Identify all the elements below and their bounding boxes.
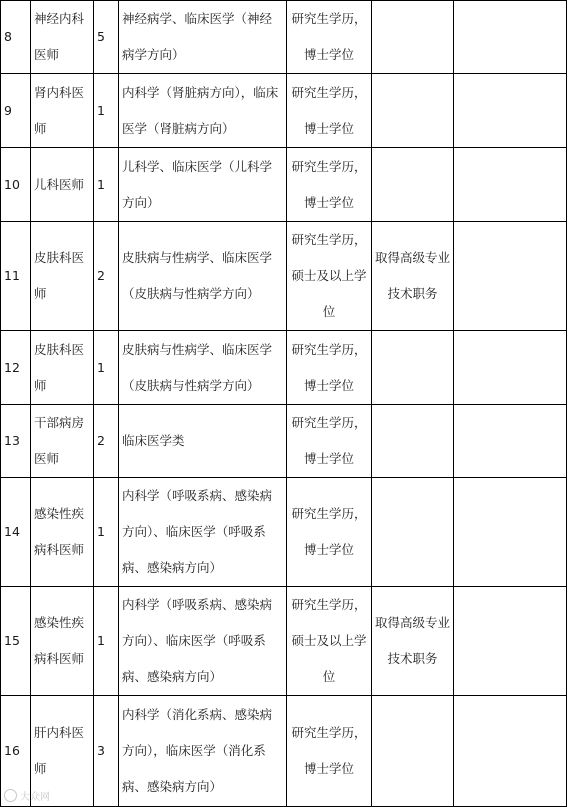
post-name: 干部病房医师 [34,415,85,466]
row-number-cell [1,148,31,222]
education-requirement: 研究生学历，博士学位 [291,11,367,62]
table-row [1,1,567,74]
other-requirement-cell [372,478,454,587]
major-requirement: 临床医学类 [122,433,185,448]
post-name-cell [31,148,94,222]
note-cell [454,1,567,74]
row-number: 12 [4,359,20,375]
hire-count-cell [94,405,119,478]
row-number: 8 [4,29,12,44]
note-cell [454,331,567,405]
post-name-cell [31,405,94,478]
education-requirement-cell [287,696,372,807]
other-requirement-cell [372,148,454,222]
hire-count: 3 [97,743,105,758]
positions-table-body [1,1,567,807]
note-cell [454,478,567,587]
major-requirement-cell [119,696,287,807]
post-name: 皮肤科医师 [34,250,85,301]
major-requirement: 内科学（呼吸系病、感染病方向）、临床医学（呼吸系病、感染病方向） [122,488,273,575]
note-cell [454,74,567,148]
major-requirement-cell [119,331,287,405]
education-requirement-cell [287,405,372,478]
row-number: 9 [4,102,12,118]
other-requirement-cell [372,331,454,405]
education-requirement: 研究生学历，博士学位 [291,341,367,393]
post-name: 肾内科医师 [34,84,85,136]
post-name: 儿科医师 [34,176,85,192]
major-requirement: 内科学（呼吸系病、感染病方向）、临床医学（呼吸系病、感染病方向） [122,597,273,684]
hire-count: 1 [97,633,105,648]
note-cell [454,696,567,807]
education-requirement-cell [287,74,372,148]
major-requirement: 皮肤病与性病学、临床医学（皮肤病与性病学方向） [122,341,273,393]
other-requirement-cell [372,74,454,148]
hire-count-cell [94,148,119,222]
hire-count: 1 [97,102,105,118]
major-requirement-cell [119,405,287,478]
watermark-logo-icon [4,789,17,802]
post-name-cell [31,222,94,331]
other-requirement-cell [372,222,454,331]
education-requirement-cell [287,478,372,587]
table-row [1,696,567,807]
post-name-cell [31,478,94,587]
other-requirement: 取得高级专业技术职务 [375,615,451,666]
table-row [1,331,567,405]
education-requirement: 研究生学历，博士学位 [291,158,367,210]
post-name: 皮肤科医师 [34,341,85,393]
education-requirement: 研究生学历，博士学位 [291,725,367,776]
row-number: 10 [4,176,20,192]
hire-count: 1 [97,176,105,192]
education-requirement: 研究生学历，博士学位 [291,506,367,557]
row-number: 16 [4,743,20,758]
hire-count-cell [94,222,119,331]
other-requirement-cell [372,1,454,74]
other-requirement-cell [372,696,454,807]
hire-count: 1 [97,359,105,375]
hire-count: 1 [97,524,105,539]
major-requirement: 儿科学、临床医学（儿科学方向） [122,158,273,210]
major-requirement-cell [119,1,287,74]
row-number-cell [1,1,31,74]
post-name: 肝内科医师 [34,725,85,776]
major-requirement: 内科学（消化系病、感染病方向），临床医学（消化系病、感染病方向） [122,707,273,794]
major-requirement-cell [119,587,287,696]
major-requirement-cell [119,148,287,222]
table-row [1,405,567,478]
education-requirement-cell [287,222,372,331]
education-requirement: 研究生学历，硕士及以上学位 [291,232,367,319]
table-row [1,148,567,222]
hire-count-cell [94,696,119,807]
post-name: 感染性疾病科医师 [34,506,85,557]
major-requirement-cell [119,478,287,587]
row-number: 11 [4,268,20,283]
education-requirement-cell [287,331,372,405]
row-number-cell [1,331,31,405]
post-name: 感染性疾病科医师 [34,615,85,666]
note-cell [454,405,567,478]
other-requirement-cell [372,405,454,478]
education-requirement-cell [287,148,372,222]
major-requirement: 皮肤病与性病学、临床医学（皮肤病与性病学方向） [122,250,273,301]
education-requirement-cell [287,587,372,696]
education-requirement-cell [287,1,372,74]
hire-count: 2 [97,268,105,283]
table-row [1,74,567,148]
row-number-cell [1,222,31,331]
hire-count: 2 [97,433,105,448]
row-number: 14 [4,524,20,539]
note-cell [454,148,567,222]
note-cell [454,587,567,696]
post-name-cell [31,331,94,405]
post-name-cell [31,587,94,696]
hire-count-cell [94,478,119,587]
row-number: 15 [4,633,20,648]
watermark [4,788,50,803]
table-row [1,478,567,587]
table-row [1,222,567,331]
major-requirement-cell [119,74,287,148]
row-number: 13 [4,433,20,448]
hire-count: 5 [97,29,105,44]
table-row [1,587,567,696]
row-number-cell [1,587,31,696]
major-requirement-cell [119,222,287,331]
watermark-text: 大众网 [20,792,50,803]
education-requirement: 研究生学历，硕士及以上学位 [291,597,367,684]
other-requirement: 取得高级专业技术职务 [375,250,451,301]
education-requirement: 研究生学历，博士学位 [291,415,367,466]
other-requirement-cell [372,587,454,696]
post-name-cell [31,1,94,74]
hire-count-cell [94,74,119,148]
row-number-cell [1,405,31,478]
row-number-cell [1,74,31,148]
post-name: 神经内科医师 [34,11,85,62]
hire-count-cell [94,587,119,696]
note-cell [454,222,567,331]
hire-count-cell [94,331,119,405]
education-requirement: 研究生学历，博士学位 [291,84,367,136]
post-name-cell [31,74,94,148]
major-requirement: 内科学（肾脏病方向），临床医学（肾脏病方向） [122,84,279,136]
major-requirement: 神经病学、临床医学（神经病学方向） [122,11,273,62]
hire-count-cell [94,1,119,74]
row-number-cell [1,478,31,587]
